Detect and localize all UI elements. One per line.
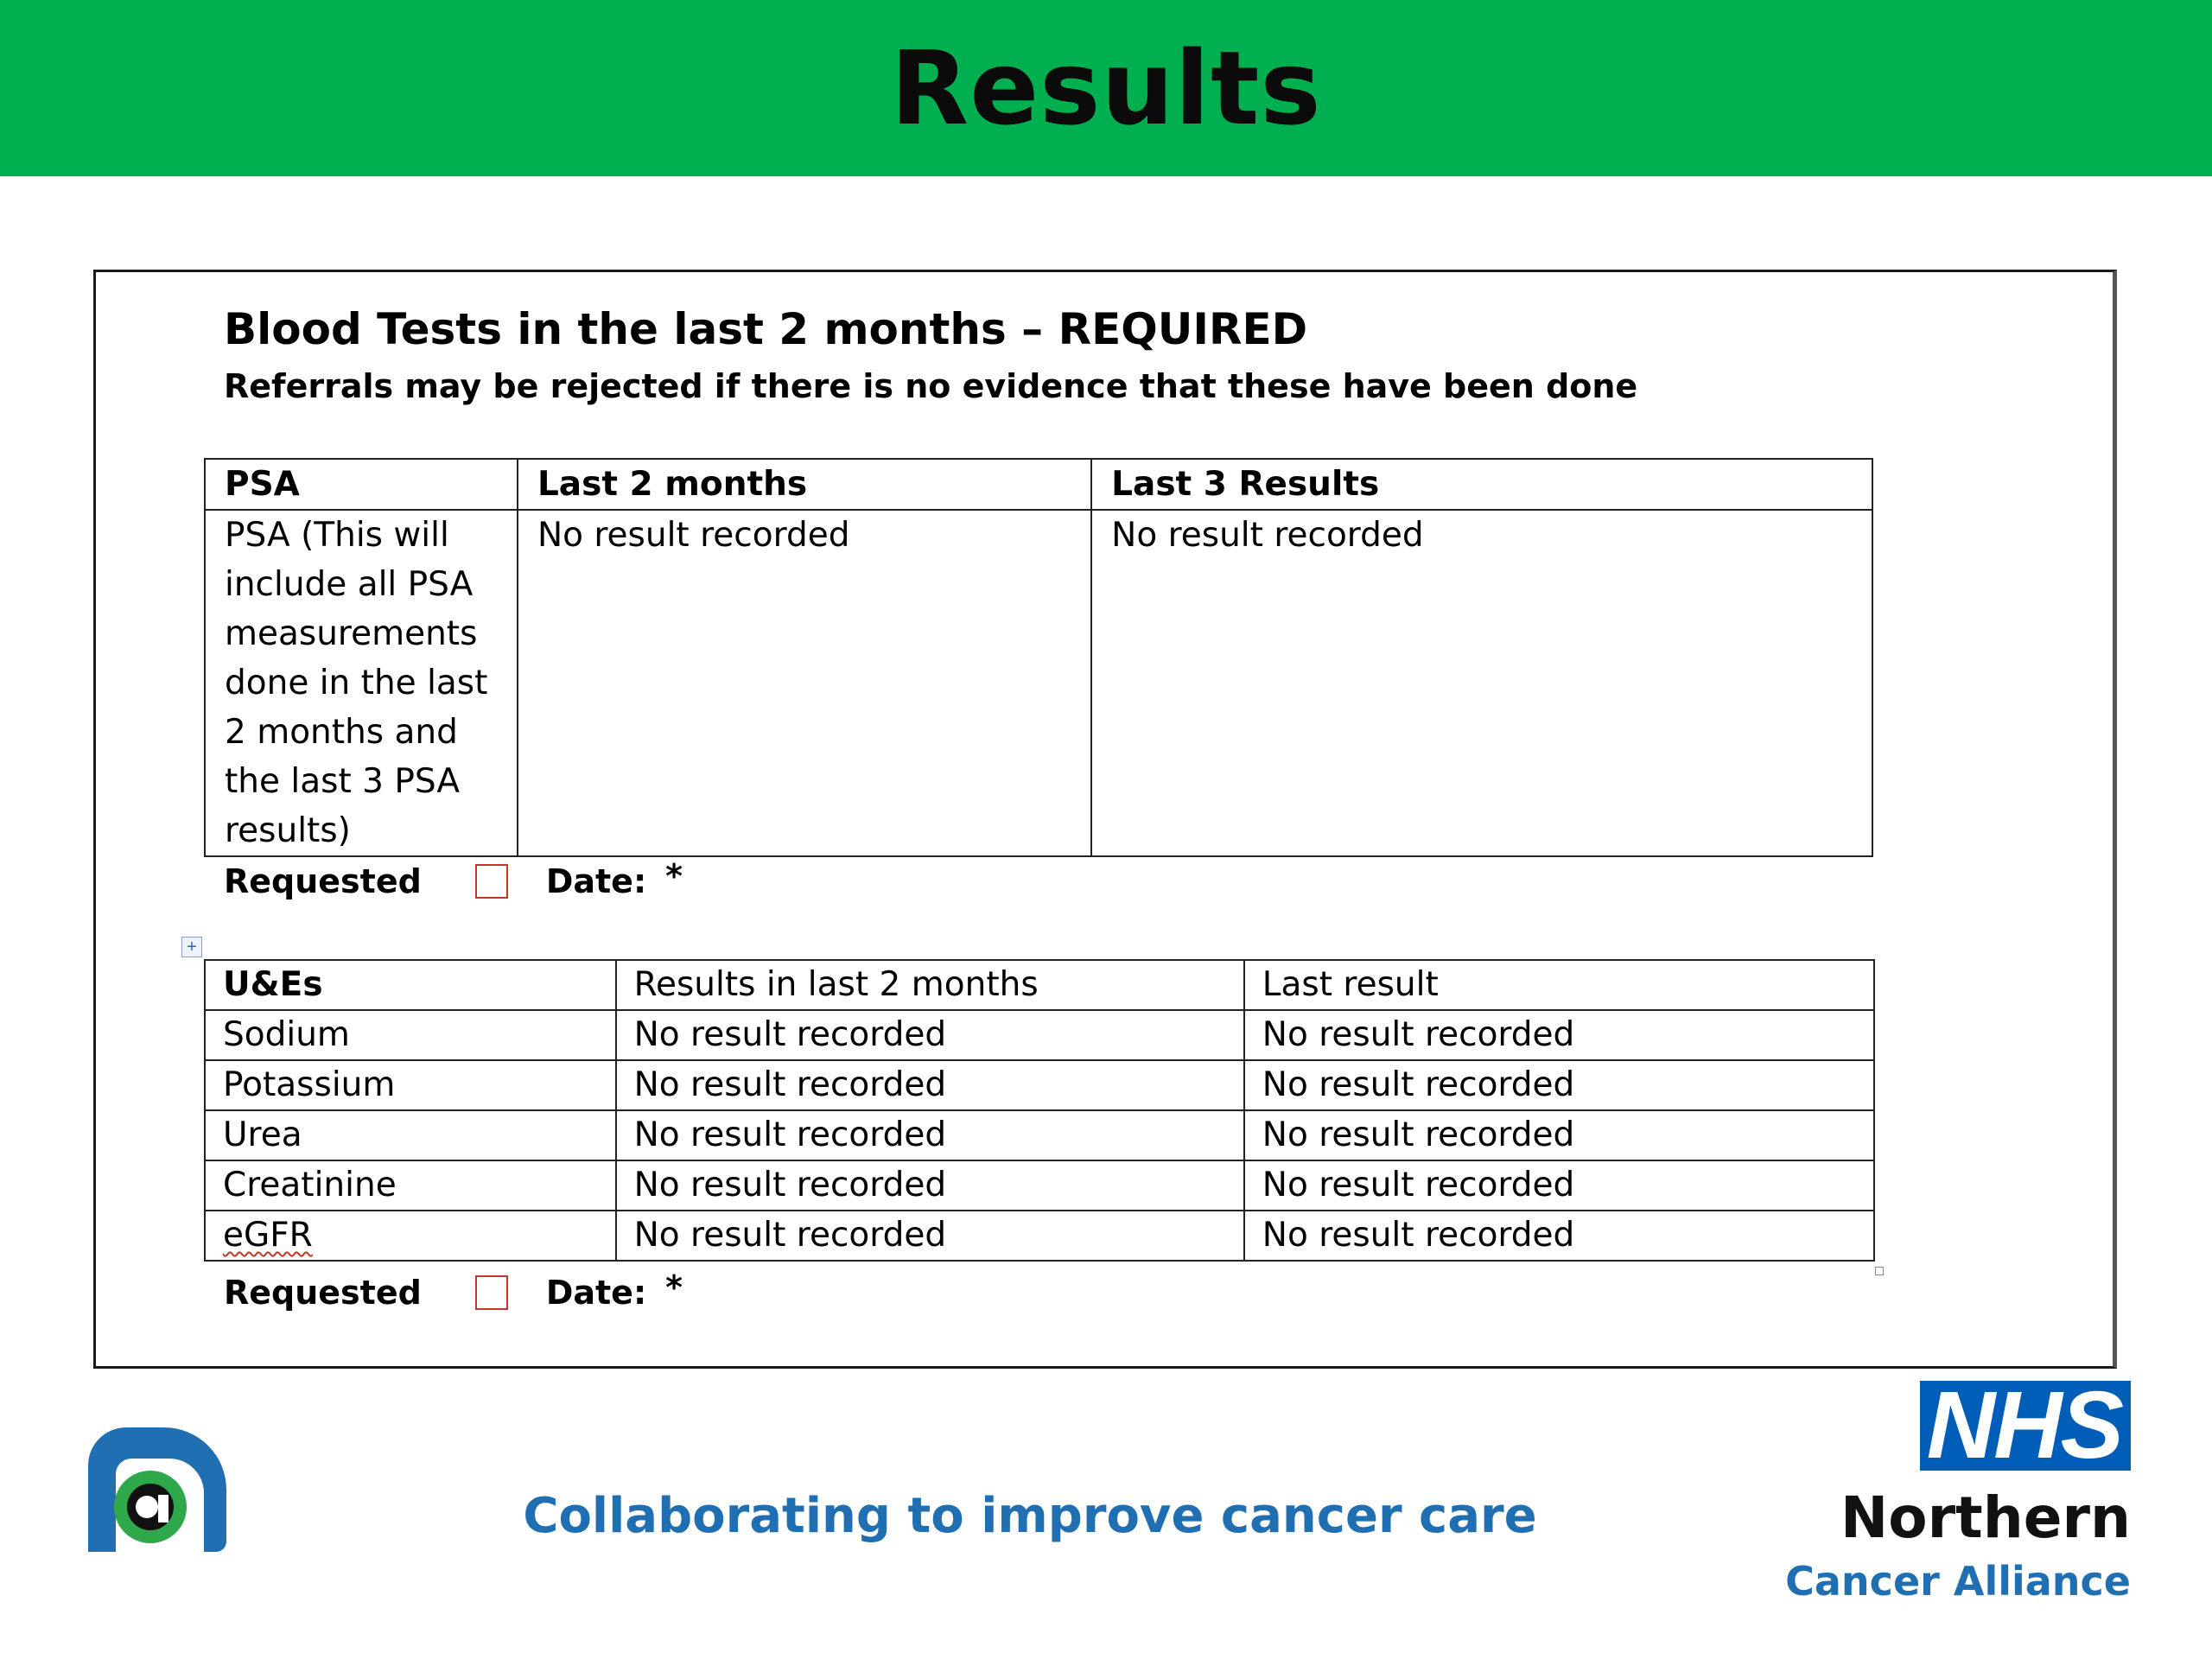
- ue-last-result-cell[interactable]: No result recorded: [1244, 1211, 1874, 1261]
- ue-last-2-months-cell[interactable]: No result recorded: [616, 1110, 1244, 1160]
- table-resize-handle-icon[interactable]: [1875, 1267, 1884, 1275]
- requested-label: Requested: [224, 1274, 422, 1312]
- psa-header-cell: Last 3 Results: [1091, 459, 1872, 510]
- ue-header-cell: U&Es: [205, 960, 616, 1010]
- org-name-line1: Northern: [1840, 1484, 2131, 1551]
- ue-test-cell: [205, 1211, 616, 1261]
- ue-test-cell: Creatinine: [205, 1160, 616, 1211]
- psa-requested-line: [224, 857, 683, 900]
- form-heading: Blood Tests in the last 2 months – REQUIRED: [224, 304, 1308, 354]
- org-name-line2: Cancer Alliance: [1785, 1558, 2131, 1605]
- psa-header-cell: PSA: [205, 459, 518, 510]
- ue-last-2-months-cell[interactable]: No result recorded: [616, 1010, 1244, 1060]
- ue-test-cell: Sodium: [205, 1010, 616, 1060]
- ue-last-result-cell[interactable]: No result recorded: [1244, 1160, 1874, 1211]
- psa-last-3-results-cell[interactable]: No result recorded: [1091, 510, 1872, 856]
- ue-header-cell: Results in last 2 months: [616, 960, 1244, 1010]
- psa-table: [204, 458, 1873, 857]
- psa-header-row: [205, 459, 1872, 510]
- ue-test-cell: Urea: [205, 1110, 616, 1160]
- title-banner: [0, 0, 2212, 176]
- psa-data-row: [205, 510, 1872, 856]
- ue-test-cell: Potassium: [205, 1060, 616, 1110]
- date-label: Date:: [545, 862, 647, 900]
- ue-last-2-months-cell[interactable]: No result recorded: [616, 1060, 1244, 1110]
- spellcheck-flagged-text: eGFR: [223, 1216, 313, 1255]
- tagline: Collaborating to improve cancer care: [523, 1488, 1537, 1544]
- ue-last-result-cell[interactable]: No result recorded: [1244, 1110, 1874, 1160]
- required-marker: *: [665, 857, 683, 895]
- form-subheading: Referrals may be rejected if there is no evidence that these have been done: [224, 367, 1638, 405]
- table-row: [205, 1211, 1874, 1261]
- requested-checkbox[interactable]: [475, 1275, 508, 1310]
- table-row: [205, 1160, 1874, 1211]
- table-row: [205, 1010, 1874, 1060]
- nhs-branding: [1785, 1372, 2131, 1607]
- date-label: Date:: [545, 1274, 647, 1312]
- required-marker: *: [665, 1268, 683, 1306]
- ue-header-row: [205, 960, 1874, 1010]
- slide-title: Results: [890, 29, 1322, 148]
- ue-last-result-cell[interactable]: No result recorded: [1244, 1010, 1874, 1060]
- table-row: [205, 1110, 1874, 1160]
- ue-requested-line: [224, 1268, 683, 1312]
- ue-last-2-months-cell[interactable]: No result recorded: [616, 1160, 1244, 1211]
- psa-label-cell: PSA (This will include all PSA measurements done in the last 2 months and the last 3 PSA results): [205, 510, 518, 856]
- nhs-logo: NHS: [1920, 1381, 2131, 1471]
- table-row: [205, 1060, 1874, 1110]
- ue-table: [204, 959, 1875, 1262]
- psa-last-2-months-cell[interactable]: No result recorded: [518, 510, 1091, 856]
- ue-last-result-cell[interactable]: No result recorded: [1244, 1060, 1874, 1110]
- requested-checkbox[interactable]: [475, 864, 508, 899]
- table-move-handle-icon[interactable]: +: [181, 937, 202, 957]
- psa-header-cell: Last 2 months: [518, 459, 1091, 510]
- ue-header-cell: Last result: [1244, 960, 1874, 1010]
- ue-last-2-months-cell[interactable]: No result recorded: [616, 1211, 1244, 1261]
- requested-label: Requested: [224, 862, 422, 900]
